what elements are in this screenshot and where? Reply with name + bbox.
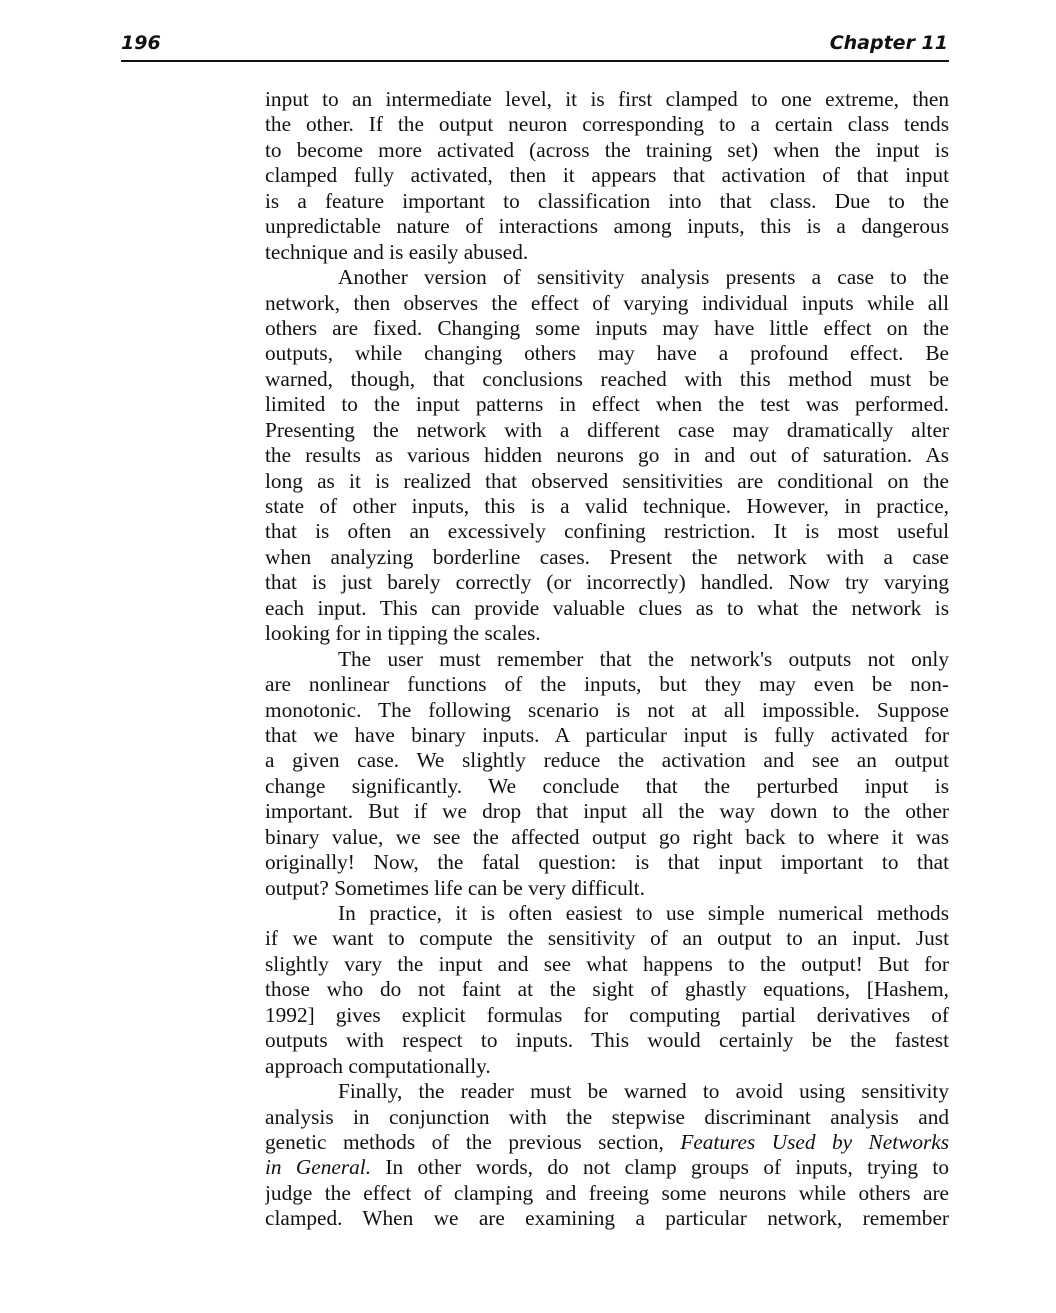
text-line: clamped fully activated, then it appears that activation of that input (265, 163, 949, 188)
text-line: those who do not faint at the sight of ghastly equations, [Hashem, (265, 977, 949, 1002)
text-line: binary value, we see the affected output go right back to where it was (265, 824, 949, 849)
text-line: the results as various hidden neurons go in and out of saturation. As (265, 443, 949, 468)
text-line: change significantly. We conclude that the perturbed input is (265, 773, 949, 798)
text-segment: In other words, do not clamp groups of inputs, trying to (371, 1155, 949, 1180)
text-line: important. But if we drop that input all the way down to the other (265, 799, 949, 824)
text-line: a given case. We slightly reduce the activation and see an output (265, 748, 949, 773)
text-line (265, 1155, 949, 1180)
text-line: if we want to compute the sensitivity of an output to an input. Just (265, 926, 949, 951)
text-line: In practice, it is often easiest to use simple numerical methods (338, 901, 949, 925)
paragraph (265, 1079, 949, 1232)
text-line: monotonic. The following scenario is not at all impossible. Suppose (265, 697, 949, 722)
page-number: 196 (121, 32, 161, 54)
text-line: that is just barely correctly (or incorrectly) handled. Now try varying (265, 570, 949, 595)
text-line: approach computationally. (265, 1053, 491, 1078)
text-line: looking for in tipping the scales. (265, 621, 541, 646)
paragraph (265, 87, 949, 265)
header-rule (121, 60, 949, 62)
text-line: is a feature important to classification into that class. Due to the (265, 188, 949, 213)
text-line: input to an intermediate level, it is first clamped to one extreme, then (265, 87, 949, 111)
text-line: outputs, while changing others may have a profound effect. Be (265, 341, 949, 366)
text-line: originally! Now, the fatal question: is that input important to that (265, 850, 949, 875)
text-line: analysis in conjunction with the stepwise discriminant analysis and (265, 1104, 949, 1129)
section-reference: in General. (265, 1155, 372, 1180)
text-line: The user must remember that the network's outputs not only (338, 646, 949, 671)
section-reference: Features Used by Networks (680, 1129, 949, 1154)
text-line: others are fixed. Changing some inputs may have little effect on the (265, 315, 949, 340)
running-head (121, 30, 948, 60)
text-line: output? Sometimes life can be very difficult. (265, 875, 645, 900)
text-line: Finally, the reader must be warned to avoid using sensitivity (338, 1079, 949, 1104)
text-line: warned, though, that conclusions reached with this method must be (265, 366, 949, 391)
text-line: limited to the input patterns in effect when the test was performed. (265, 392, 949, 417)
text-line: judge the effect of clamping and freeing some neurons while others are (265, 1180, 949, 1205)
text-segment: genetic methods of the previous section, (265, 1129, 664, 1154)
paragraph (265, 901, 949, 1079)
paragraph (265, 647, 949, 901)
text-line: unpredictable nature of interactions among inputs, this is a dangerous (265, 214, 949, 239)
text-line: network, then observes the effect of varying individual inputs while all (265, 290, 949, 315)
text-line: slightly vary the input and see what happens to the output! But for (265, 951, 949, 976)
text-line: the other. If the output neuron corresponding to a certain class tends (265, 112, 949, 137)
paragraph (265, 265, 949, 647)
text-line: long as it is realized that observed sensitivities are conditional on the (265, 468, 949, 493)
text-line: Presenting the network with a different case may dramatically alter (265, 417, 949, 442)
text-line: to become more activated (across the training set) when the input is (265, 137, 949, 162)
text-line: that we have binary inputs. A particular input is fully activated for (265, 722, 949, 747)
text-line: clamped. When we are examining a particular network, remember (265, 1206, 949, 1231)
text-line (265, 1130, 949, 1155)
text-line: Another version of sensitivity analysis presents a case to the (338, 265, 949, 290)
text-line: technique and is easily abused. (265, 239, 529, 264)
text-line: each input. This can provide valuable clues as to what the network is (265, 595, 949, 620)
text-line: 1992] gives explicit formulas for computing partial derivatives of (265, 1002, 949, 1027)
text-line: that is often an excessively confining restriction. It is most useful (265, 519, 949, 544)
body-text (265, 87, 949, 1232)
text-line: state of other inputs, this is a valid technique. However, in practice, (265, 494, 949, 518)
chapter-label: Chapter 11 (829, 32, 948, 54)
text-line: outputs with respect to inputs. This would certainly be the fastest (265, 1028, 949, 1053)
text-line: when analyzing borderline cases. Present the network with a case (265, 544, 949, 569)
text-line: are nonlinear functions of the inputs, but they may even be non- (265, 672, 949, 697)
